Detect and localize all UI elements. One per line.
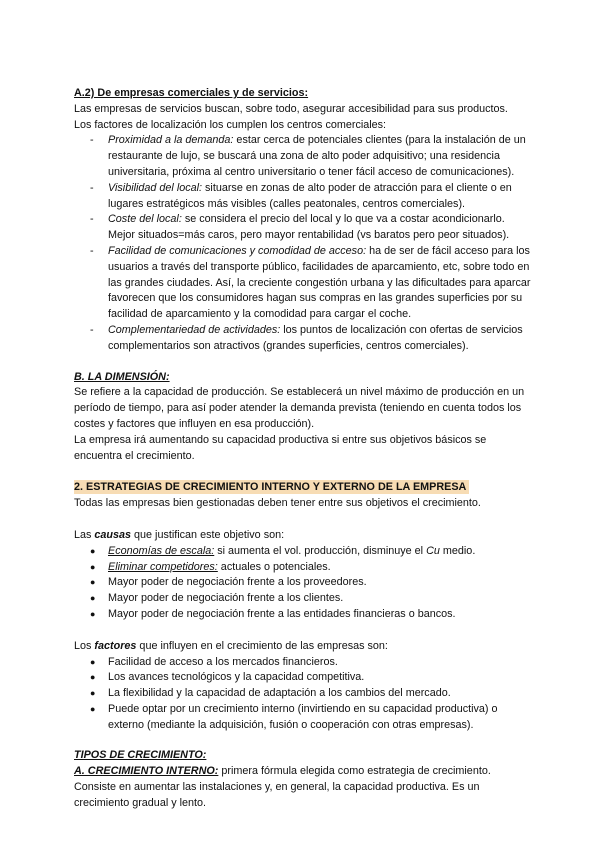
bullet-dot: ● [90, 545, 96, 556]
item-label: Visibilidad del local: [108, 181, 203, 194]
item-text: los puntos de localización con ofertas de servicios complementarios son atractivos (grandes superficies, centros comerciales). [108, 323, 523, 352]
factores-post: que influyen en el crecimiento de las empresas son: [136, 639, 388, 652]
b-paragraph-2: La empresa irá aumentando su capacidad productiva si entre sus objetivos básicos se encuentra el crecimiento. [74, 433, 487, 462]
section-2-title: 2. ESTRATEGIAS DE CRECIMIENTO INTERNO Y EXTERNO DE LA EMPRESA [74, 480, 469, 494]
list-item [74, 655, 534, 671]
dash-bullet: - [90, 181, 94, 194]
list-item [74, 133, 534, 180]
tipos-title: TIPOS DE CRECIMIENTO: [74, 749, 207, 762]
factores-pre: Los [74, 639, 95, 652]
a2-factor-list [74, 133, 534, 354]
crecimiento-interno-paragraph [74, 764, 534, 811]
bullet-dot: ● [90, 703, 96, 714]
bullet-dot: ● [90, 656, 96, 667]
section-2-heading [74, 480, 534, 496]
item-text: situarse en zonas de alto poder de atracción para el cliente o en lugares estratégicos más visibles (calles peatonales, centros comerciales). [108, 181, 512, 210]
item-extra-italic: Cu [426, 544, 440, 557]
causas-intro [74, 528, 534, 544]
section-a2-title: A.2) De empresas comerciales y de servicios: [74, 87, 309, 99]
item-label: Coste del local: [108, 213, 182, 226]
item-text: estar cerca de potenciales clientes (para la instalación de un restaurante de lujo, se buscará una zona de alto poder adquisitivo; una residencia universitaria, próxima al centro universitario o tener fácil acceso de comunicaciones). [108, 134, 526, 178]
item-text: actuales o potenciales. [217, 560, 331, 573]
item-label: Eliminar competidores: [108, 560, 218, 573]
bullet-dot: ● [90, 561, 96, 572]
list-item [74, 181, 534, 213]
list-item [74, 607, 534, 623]
list-item [74, 575, 534, 591]
list-item [74, 702, 534, 734]
bullet-dot: ● [90, 672, 96, 683]
item-label: Facilidad de comunicaciones y comodidad de acceso: [108, 244, 367, 257]
a2-intro-1: Las empresas de servicios buscan, sobre todo, asegurar accesibilidad para sus productos. [74, 102, 508, 115]
bullet-dot: ● [90, 688, 96, 699]
list-item [74, 212, 534, 244]
list-item [74, 560, 534, 576]
item-text: se considera el precio del local y lo que va a costar acondicionarlo. Mejor situados=más caros, pero mayor rentabilidad (vs baratos pero peor situados). [108, 213, 510, 242]
dash-bullet: - [90, 244, 94, 257]
crecimiento-interno-label: A. CRECIMIENTO INTERNO: [74, 765, 219, 778]
document-page [74, 86, 534, 812]
dash-bullet: - [90, 213, 94, 226]
dash-bullet: - [90, 323, 94, 336]
item-text: Los avances tecnológicos y la capacidad competitiva. [108, 671, 365, 684]
list-item [74, 323, 534, 355]
list-item [74, 244, 534, 323]
item-text: La flexibilidad y la capacidad de adaptación a los cambios del mercado. [108, 687, 451, 700]
item-extra: medio. [439, 544, 476, 557]
factores-intro [74, 639, 534, 655]
dash-bullet: - [90, 134, 94, 147]
section-b-title: B. LA DIMENSIÓN: [74, 370, 170, 383]
item-label: Complementariedad de actividades: [108, 323, 281, 336]
causas-word: causas [94, 528, 132, 541]
causas-post: que justifican este objetivo son: [131, 528, 285, 541]
bullet-dot: ● [90, 608, 96, 619]
section-2-intro: Todas las empresas bien gestionadas deben tener entre sus objetivos el crecimiento. [74, 497, 481, 510]
item-label: Economías de escala: [108, 544, 215, 557]
bullet-dot: ● [90, 593, 96, 604]
a2-intro-2: Los factores de localización los cumplen los centros comerciales: [74, 118, 387, 131]
factores-word: factores [94, 639, 137, 652]
bullet-dot: ● [90, 577, 96, 588]
crecimiento-interno-text: primera fórmula elegida como estrategia de crecimiento. Consiste en aumentar las instalaciones y, en general, la capacidad productiva. Es un crecimiento gradual y lento. [74, 765, 491, 809]
list-item [74, 670, 534, 686]
item-text: Puede optar por un crecimiento interno (invirtiendo en su capacidad productiva) o externo (mediante la adquisición, fusión o cooperación con otras empresas). [108, 702, 498, 731]
item-text: si aumenta el vol. producción, disminuye el [214, 544, 427, 557]
item-text: ha de ser de fácil acceso para los usuarios a través del transporte público, facilidades de aparcamiento, etc, sobre todo en las grandes ciudades. Así, la creciente congestión urbana y las dificultades para aparcar favorecen que los consumidores hagan sus compras en las grandes superficies por su facilidad de aparcamiento y la comodidad para cargar el coche. [108, 244, 531, 321]
item-text: Facilidad de acceso a los mercados financieros. [108, 655, 338, 668]
item-text: Mayor poder de negociación frente a las entidades financieras o bancos. [108, 607, 456, 620]
list-item [74, 686, 534, 702]
item-text: Mayor poder de negociación frente a los clientes. [108, 592, 344, 605]
causas-pre: Las [74, 528, 95, 541]
list-item [74, 544, 534, 560]
item-text: Mayor poder de negociación frente a los proveedores. [108, 576, 367, 589]
list-item [74, 591, 534, 607]
b-paragraph-1: Se refiere a la capacidad de producción. Se establecerá un nivel máximo de producción en un período de tiempo, para así poder atender la demanda prevista (teniendo en cuenta todos los costes y factores que influyen en esa producción). [74, 386, 525, 430]
item-label: Proximidad a la demanda: [108, 134, 234, 147]
causas-list [74, 544, 534, 623]
factores-list [74, 655, 534, 734]
